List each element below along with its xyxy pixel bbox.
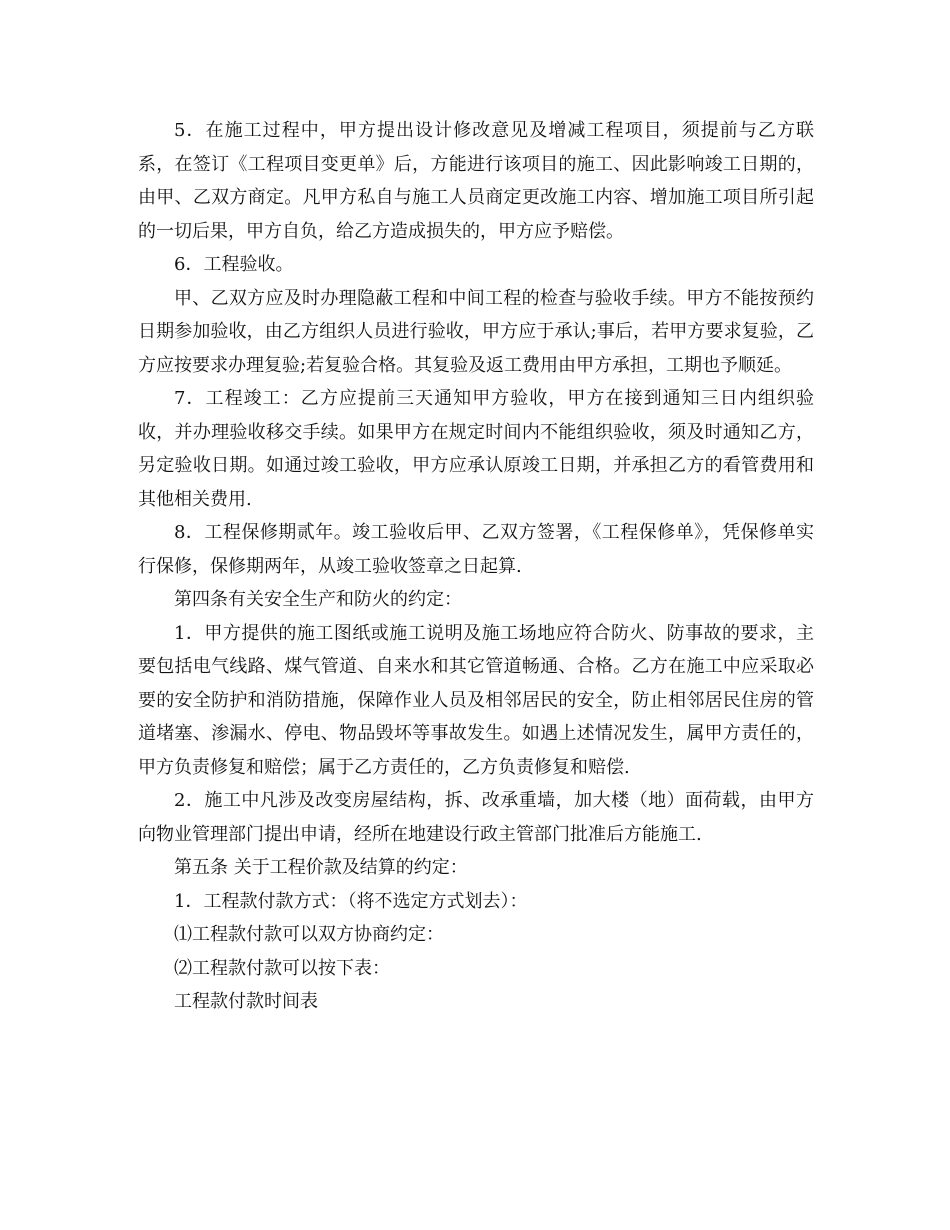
clause-7-completion: 7．工程竣工：乙方应提前三天通知甲方验收，甲方在接到通知三日内组织验收，并办理验收移交手续。如果甲方在规定时间内不能组织验收，须及时通知乙方，另定验收日期。如通过竣工验收，甲方应承认原竣工日期，并承担乙方的看管费用和其他相关费用. <box>138 388 814 510</box>
article-5-item-1: 1．工程款付款方式：（将不选定方式划去）： <box>174 890 528 912</box>
article-4-item-2: 2．施工中凡涉及改变房屋结构，拆、改承重墙，加大楼（地）面荷载，由甲方向物业管理部门提出申请，经所在地建设行政主管部门批准后方能施工. <box>138 790 814 845</box>
payment-option-2: ⑵工程款付款可以按下表： <box>174 957 390 979</box>
payment-schedule-title: 工程款付款时间表 <box>174 991 318 1012</box>
article-4-item-1: 1．甲方提供的施工图纸或施工说明及施工场地应符合防火、防事故的要求，主要包括电气线路、煤气管道、自来水和其它管道畅通、合格。乙方在施工中应采取必要的安全防护和消防措施，保障作业人员及相邻居民的安全，防止相邻居民住房的管道堵塞、渗漏水、停电、物品毁坏等事故发生。如遇上述情况发生，属甲方责任的，甲方负责修复和赔偿；属于乙方责任的，乙方负责修复和赔偿. <box>138 622 814 778</box>
clause-6-acceptance-text: 甲、乙双方应及时办理隐蔽工程和中间工程的检查与验收手续。甲方不能按预约日期参加验收，由乙方组织人员进行验收，甲方应于承认;事后，若甲方要求复验，乙方应按要求办理复验;若复验合格。其复验及返工费用由甲方承担，工期也予顺延。 <box>138 287 814 376</box>
payment-option-1: ⑴工程款付款可以双方协商约定： <box>174 924 444 945</box>
clause-8-warranty: 8．工程保修期贰年。竣工验收后甲、乙双方签署，《工程保修单》，凭保修单实行保修，保修期两年，从竣工验收签章之日起算. <box>138 522 814 577</box>
document-body <box>138 114 814 1019</box>
clause-5-design-change: 5．在施工过程中，甲方提出设计修改意见及增减工程项目，须提前与乙方联系，在签订《工程项目变更单》后，方能进行该项目的施工、因此影响竣工日期的，由甲、乙双方商定。凡甲方私自与施工人员商定更改施工内容、增加施工项目所引起的一切后果，甲方自负，给乙方造成损失的，甲方应予赔偿。 <box>138 120 814 242</box>
article-4-heading: 第四条有关安全生产和防火的约定： <box>174 589 462 610</box>
clause-6-heading: 6．工程验收。 <box>174 254 294 275</box>
article-5-heading: 第五条 关于工程价款及结算的约定： <box>174 857 468 878</box>
